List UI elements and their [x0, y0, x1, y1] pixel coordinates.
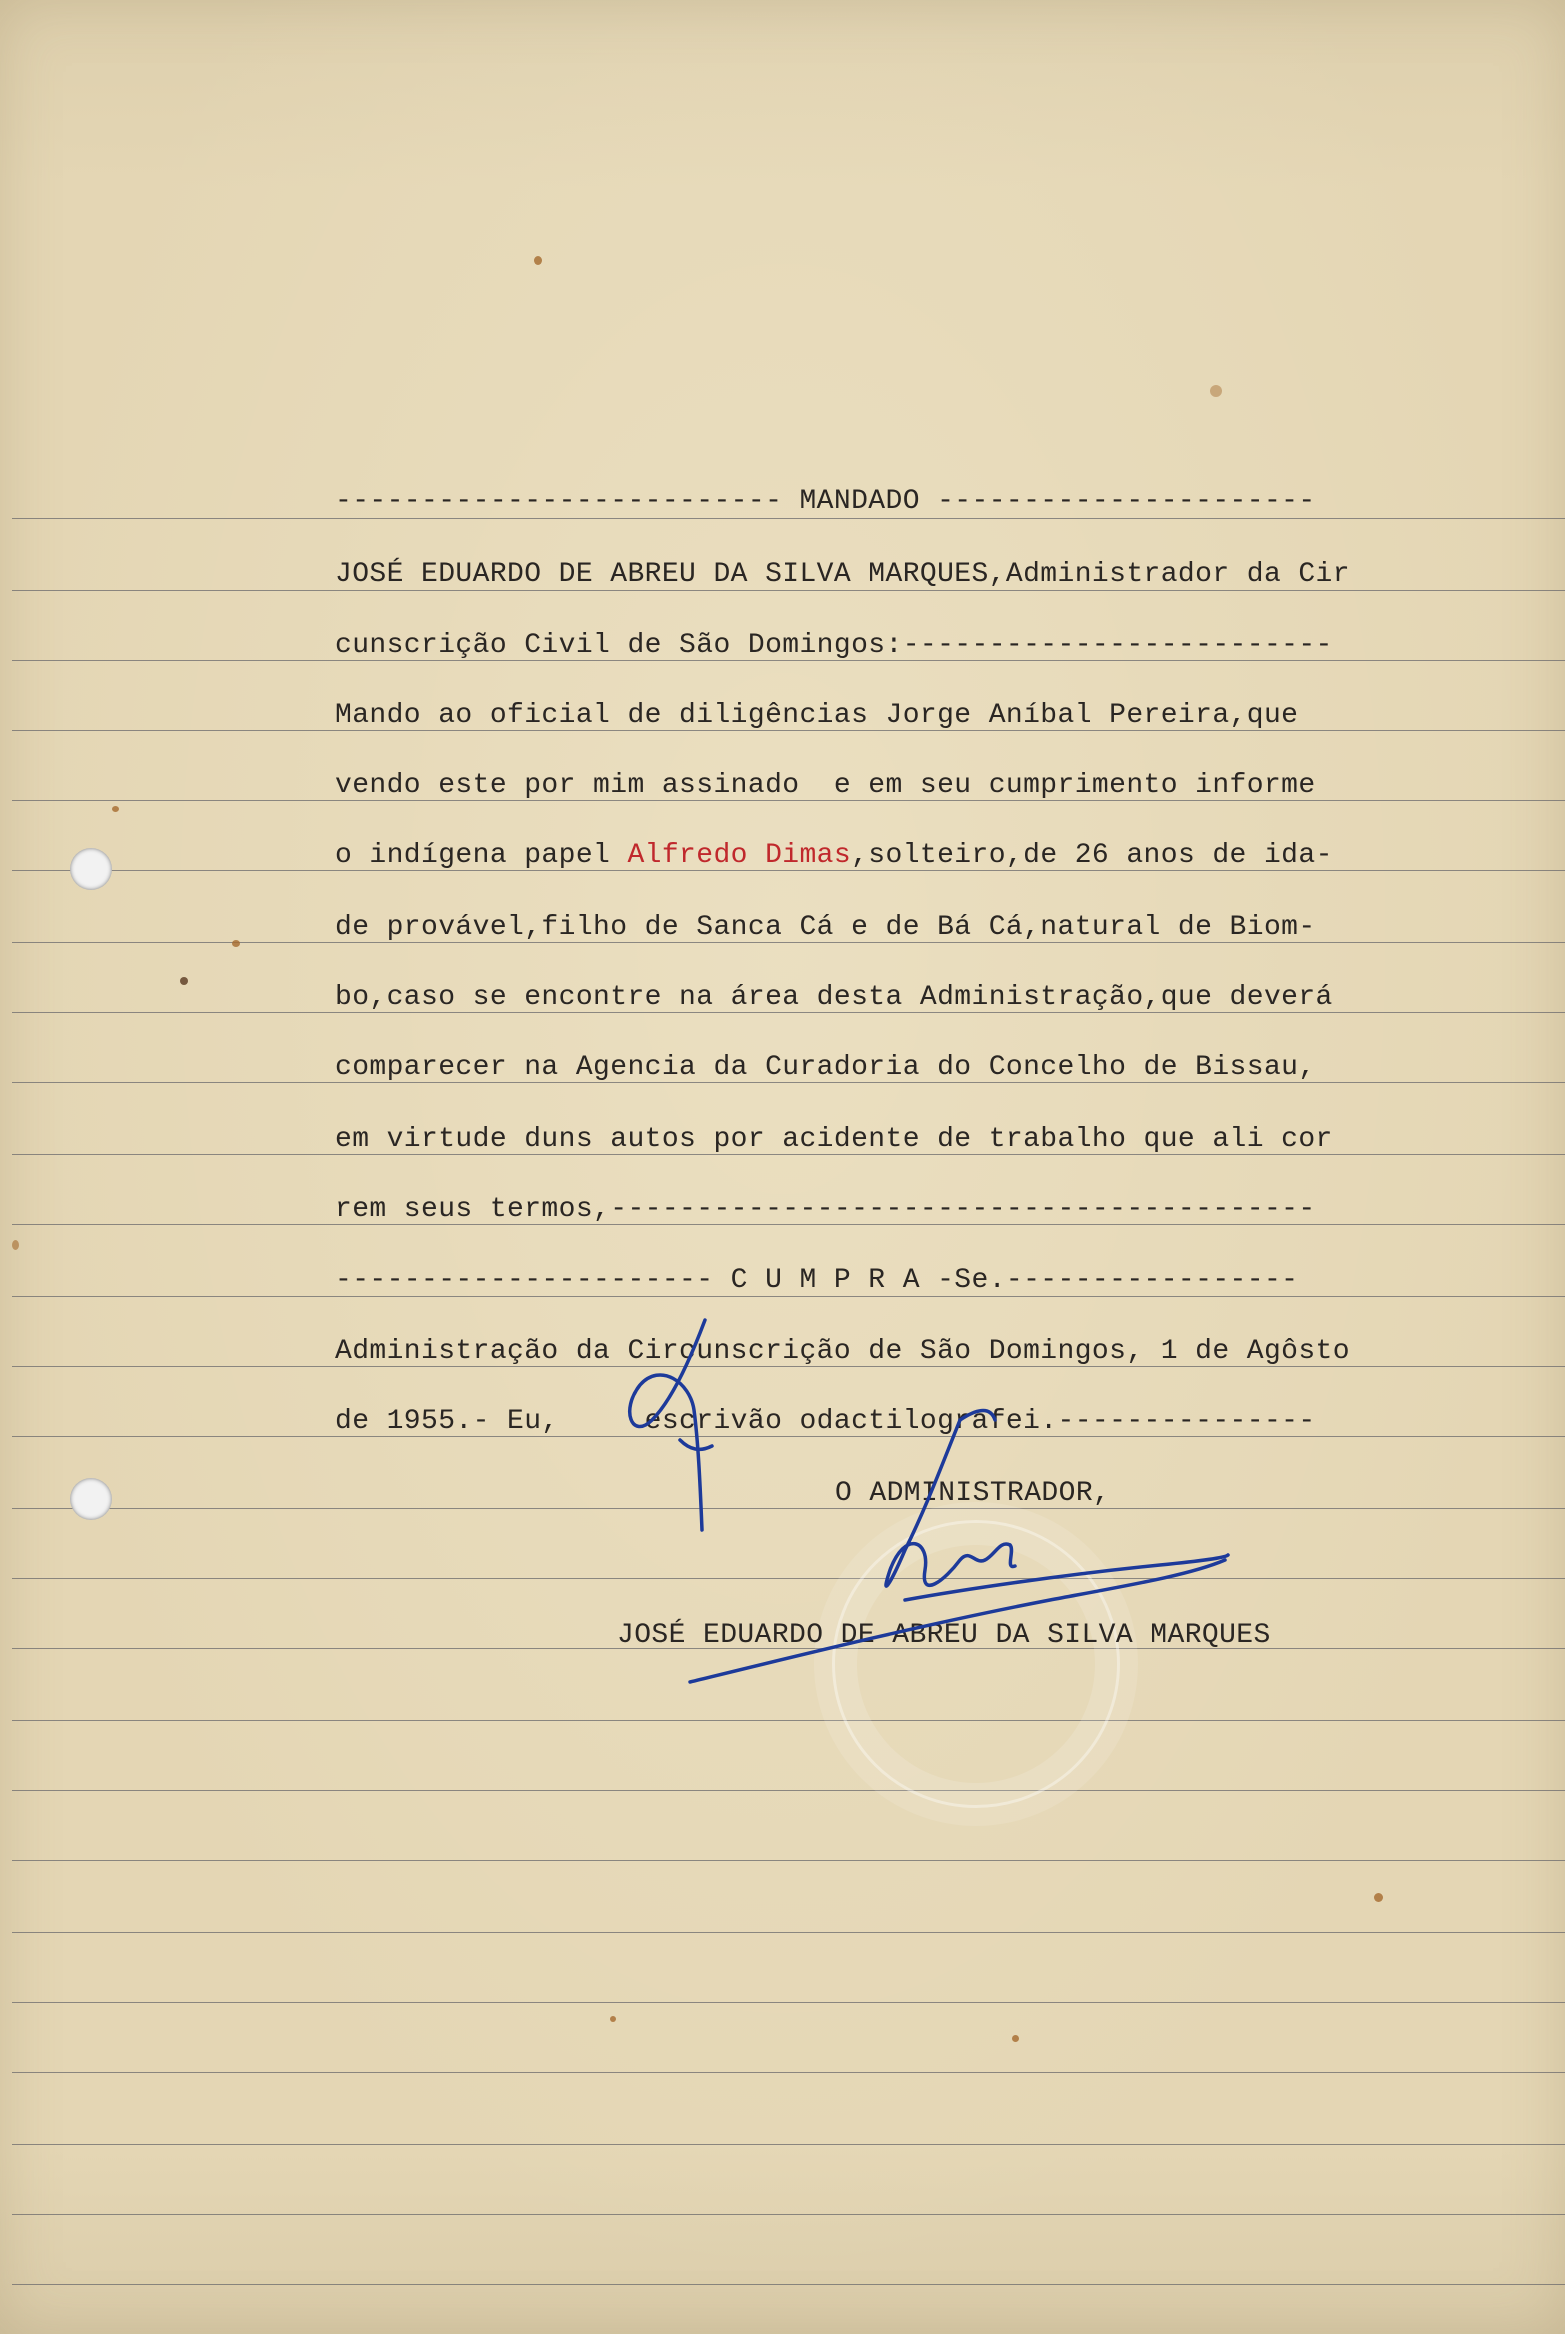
line-suffix: ,solteiro,de 26 anos de ida- — [851, 840, 1333, 871]
signature-title: O ADMINISTRADOR, — [835, 1478, 1111, 1509]
highlighted-name: Alfredo Dimas — [627, 840, 852, 871]
body-line: JOSÉ EDUARDO DE ABREU DA SILVA MARQUES,Administrador da Cir — [335, 559, 1350, 590]
cumpra-line: ---------------------- C U M P R A -Se.----------------- — [335, 1265, 1299, 1296]
body-line: rem seus termos,----------------------------------------- — [335, 1194, 1316, 1225]
body-line: bo,caso se encontre na área desta Administração,que deverá — [335, 982, 1333, 1013]
body-line: cunscrição Civil de São Domingos:------------------------- — [335, 630, 1333, 661]
line-prefix: o indígena papel — [335, 840, 628, 871]
closing-line: de 1955.- Eu, escrivão odactilografei.--------------- — [335, 1406, 1316, 1437]
body-line: de provável,filho de Sanca Cá e de Bá Cá,natural de Biom- — [335, 912, 1316, 943]
signature-name: JOSÉ EDUARDO DE ABREU DA SILVA MARQUES — [617, 1620, 1271, 1651]
body-line: Mando ao oficial de diligências Jorge Aníbal Pereira,que — [335, 700, 1299, 731]
body-line: comparecer na Agencia da Curadoria do Concelho de Bissau, — [335, 1052, 1316, 1083]
body-line: em virtude duns autos por acidente de trabalho que ali cor — [335, 1124, 1333, 1155]
document-title: -------------------------- MANDADO ---------------------- — [335, 486, 1316, 517]
body-line: vendo este por mim assinado e em seu cumprimento informe — [335, 770, 1316, 801]
closing-line: Administração da Circunscrição de São Domingos, 1 de Agôsto — [335, 1336, 1350, 1367]
